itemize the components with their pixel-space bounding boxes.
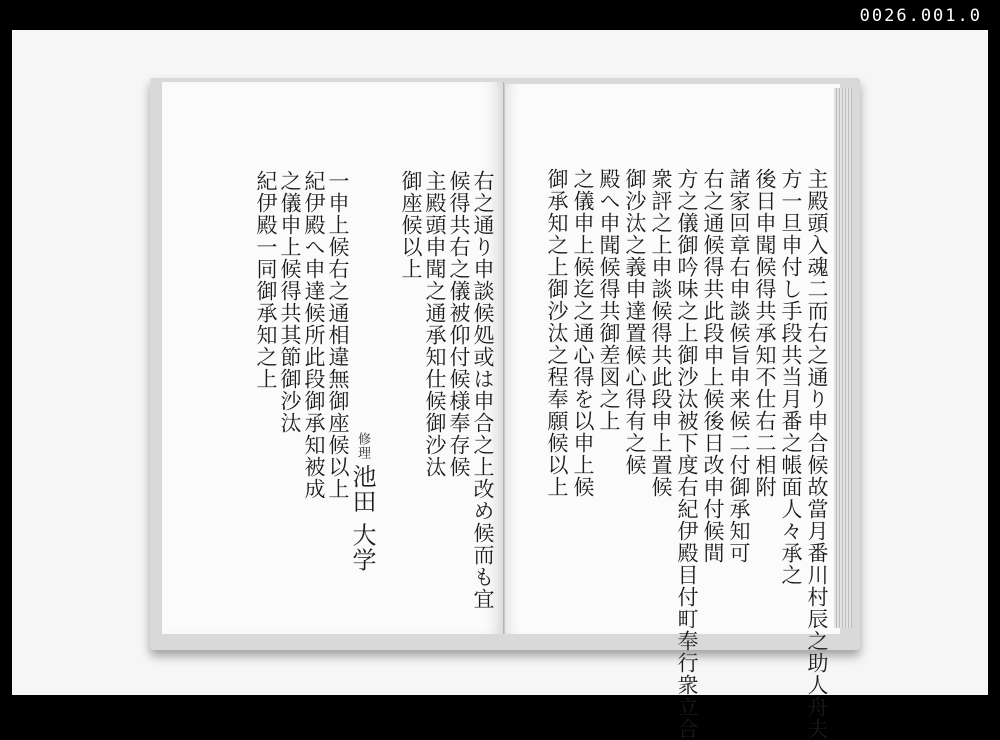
text-column: 之儀申上候得共其節御沙汰 bbox=[278, 170, 302, 434]
blank-column bbox=[375, 170, 398, 610]
text-column: 主殿頭入魂二而右之通り申合候故當月番川村辰之助人舟夫 bbox=[805, 168, 829, 740]
text-column: 御沙汰之義申達置候心得有之候 bbox=[623, 168, 647, 476]
text-column: 紀伊殿一同御承知之上 bbox=[254, 170, 278, 390]
text-column: 主殿頭申聞之通承知仕候御沙汰 bbox=[423, 170, 447, 478]
text-column: 右之通候得共此段申上候後日改申付候間 bbox=[701, 168, 725, 564]
text-column: 右之通り申談候処或は申合之上改め候而も宜 bbox=[471, 170, 495, 610]
left-page-text bbox=[178, 170, 494, 610]
text-column: 候得共右之儀被仰付候様奉存候 bbox=[447, 170, 471, 478]
signature-note: 修理 bbox=[355, 432, 370, 460]
text-column: 御座候以上 bbox=[399, 170, 423, 280]
text-column: 諸家回章右申談候旨申来候二付御承知可 bbox=[727, 168, 751, 564]
frame-number: 0026.001.0 bbox=[859, 6, 982, 26]
text-column: 紀伊殿へ申達候所此段御承知被成 bbox=[302, 170, 326, 500]
text-column: 御承知之上御沙汰之程奉願候以上 bbox=[545, 168, 569, 498]
page-edges bbox=[834, 88, 852, 628]
text-column: 殿へ申聞候得共御差図之上 bbox=[597, 168, 621, 432]
signature-name: 池田 大学 bbox=[348, 464, 376, 573]
text-column: 一申上候右之通相違無御座候以上 bbox=[326, 170, 350, 500]
text-column: 衆評之上申談候得共此段申上置候 bbox=[649, 168, 673, 498]
text-column: 之儀申上候迄之通心得を以申上候 bbox=[571, 168, 595, 498]
text-column: 後日申聞候得共承知不仕右二相附 bbox=[753, 168, 777, 498]
signature bbox=[350, 170, 374, 610]
right-page-text bbox=[528, 168, 829, 740]
text-column: 方之儀御吟味之上御沙汰被下度右紀伊殿目付町奉行衆立合 bbox=[675, 168, 699, 740]
text-column: 方一旦申付し手段共当月番之帳面人々承之 bbox=[779, 168, 803, 586]
